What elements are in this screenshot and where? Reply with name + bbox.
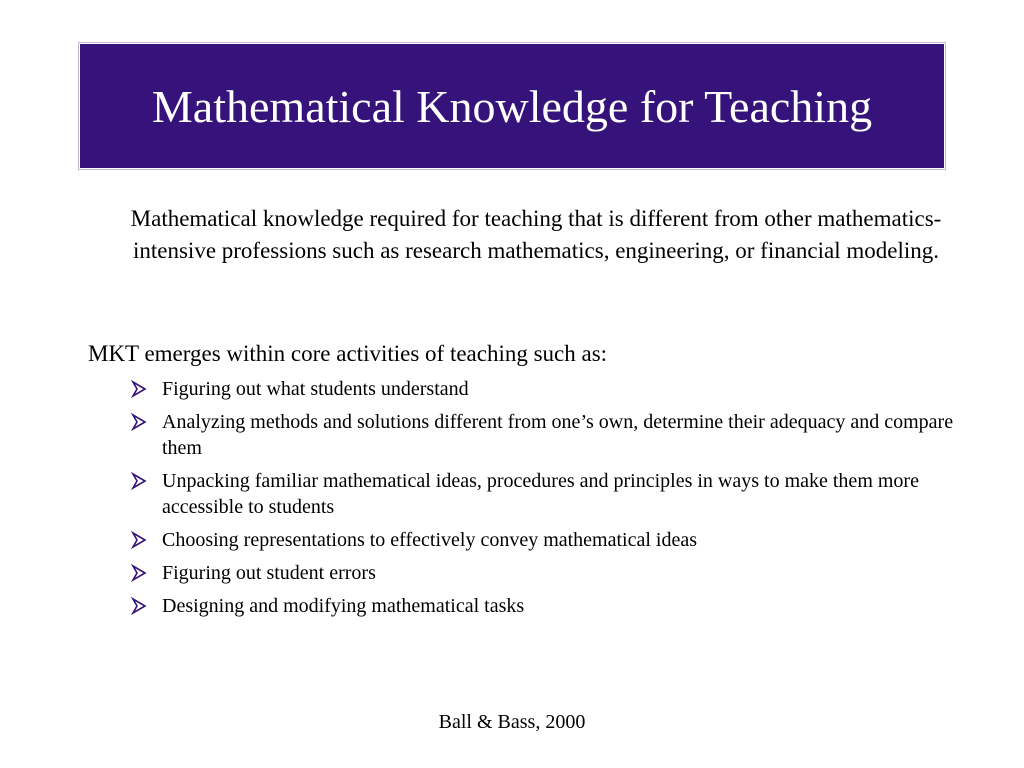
bullet-item bbox=[130, 468, 970, 520]
arrowhead-icon bbox=[130, 380, 148, 398]
bullet-text: Unpacking familiar mathematical ideas, procedures and principles in ways to make them more accessible to students bbox=[162, 470, 919, 518]
slide-title: Mathematical Knowledge for Teaching bbox=[151, 80, 873, 132]
arrowhead-icon bbox=[130, 413, 148, 431]
bullet-text: Designing and modifying mathematical tasks bbox=[162, 595, 525, 617]
bullet-item bbox=[130, 593, 970, 619]
arrowhead-icon bbox=[130, 531, 148, 549]
intro-paragraph: Mathematical knowledge required for teaching that is different from other mathematics-intensive professions such as research mathematics, engineering, or financial modeling. bbox=[130, 206, 942, 263]
arrowhead-icon bbox=[130, 472, 148, 490]
bullet-item bbox=[130, 527, 970, 553]
bullet-item bbox=[130, 376, 970, 402]
bullet-text: Choosing representations to effectively convey mathematical ideas bbox=[162, 529, 698, 551]
bullet-list bbox=[130, 376, 970, 626]
bullet-item bbox=[130, 409, 970, 461]
title-banner bbox=[78, 42, 946, 170]
citation: Ball & Bass, 2000 bbox=[438, 711, 586, 733]
subheading: MKT emerges within core activities of teaching such as: bbox=[88, 341, 608, 366]
bullet-text: Figuring out what students understand bbox=[162, 378, 469, 400]
bullet-text: Figuring out student errors bbox=[162, 562, 376, 584]
arrowhead-icon bbox=[130, 564, 148, 582]
bullet-text: Analyzing methods and solutions different from one’s own, determine their adequacy and compare them bbox=[162, 411, 954, 459]
bullet-item bbox=[130, 560, 970, 586]
arrowhead-icon bbox=[130, 597, 148, 615]
